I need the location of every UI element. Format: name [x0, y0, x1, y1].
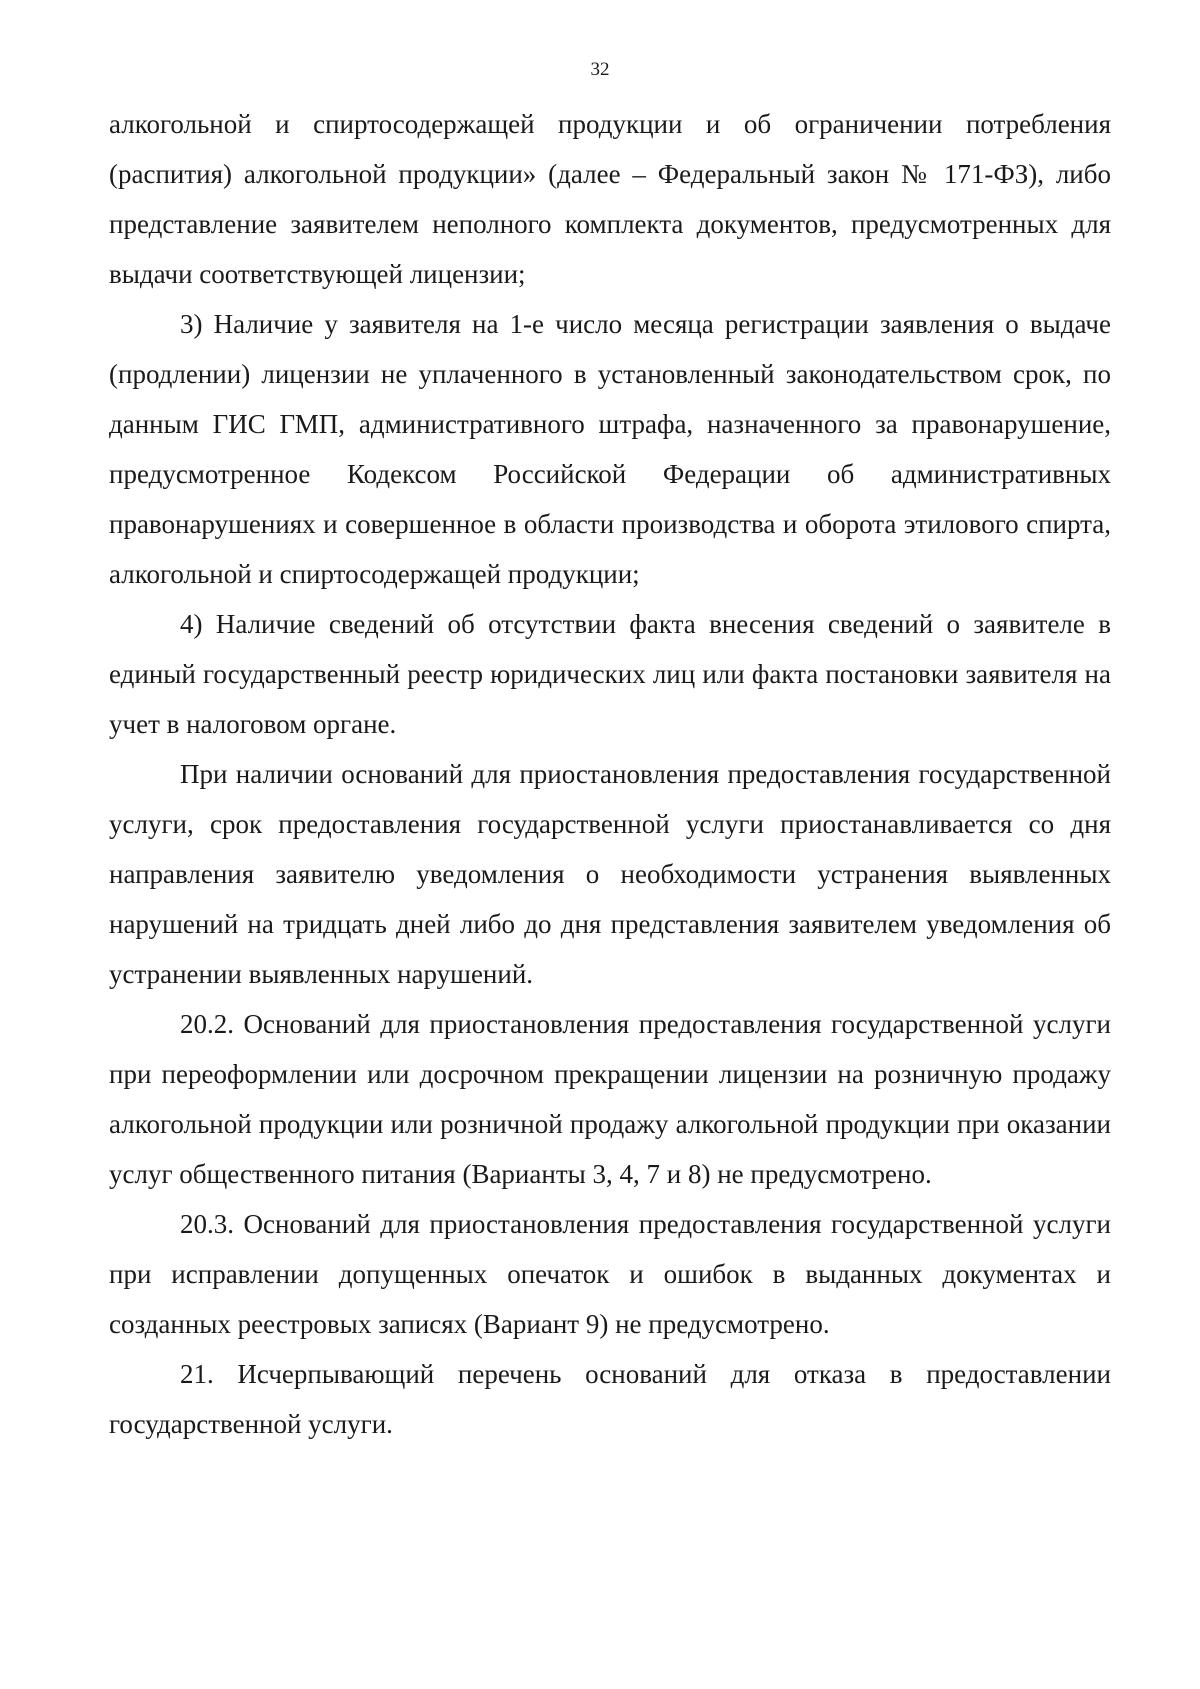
- paragraph-item-3: 3) Наличие у заявителя на 1-е число месяца регистрации заявления о выдаче (продлении) лицензии не уплаченного в установленный законодательством срок, по данным ГИС ГМП, административного штрафа, назначенного за правонарушение, предусмотренное Кодексом Российской Федерации об административных правонарушениях и совершенное в области производства и оборота этилового спирта, алкогольной и спиртосодержащей продукции;: [109, 309, 1111, 589]
- paragraph-continuation: алкогольной и спиртосодержащей продукции и об ограничении потребления (распития) алкогольной продукции» (далее – Федеральный закон № 171-ФЗ), либо представление заявителем неполного комплекта документов, предусмотренных для выдачи соответствующей лицензии;: [109, 109, 1111, 289]
- page-number: 32: [590, 59, 610, 80]
- paragraph-20-3: 20.3. Оснований для приостановления предоставления государственной услуги при исправлении допущенных опечаток и ошибок в выданных документах и созданных реестровых записях (Вариант 9) не предусмотрено.: [109, 1209, 1111, 1339]
- paragraph-suspension: При наличии оснований для приостановления предоставления государственной услуги, срок предоставления государственной услуги приостанавливается со дня направления заявителю уведомления о необходимости устранения выявленных нарушений на тридцать дней либо до дня представления заявителем уведомления об устранении выявленных нарушений.: [109, 759, 1111, 989]
- paragraph-item-4: 4) Наличие сведений об отсутствии факта внесения сведений о заявителе в единый государственный реестр юридических лиц или факта постановки заявителя на учет в налоговом органе.: [109, 609, 1111, 739]
- paragraph-21: 21. Исчерпывающий перечень оснований для отказа в предоставлении государственной услуги.: [109, 1359, 1111, 1439]
- paragraph-20-2: 20.2. Оснований для приостановления предоставления государственной услуги при переоформлении или досрочном прекращении лицензии на розничную продажу алкогольной продукции или розничной продажу алкогольной продукции при оказании услуг общественного питания (Варианты 3, 4, 7 и 8) не предусмотрено.: [109, 1009, 1111, 1189]
- document-body: [109, 99, 1111, 1449]
